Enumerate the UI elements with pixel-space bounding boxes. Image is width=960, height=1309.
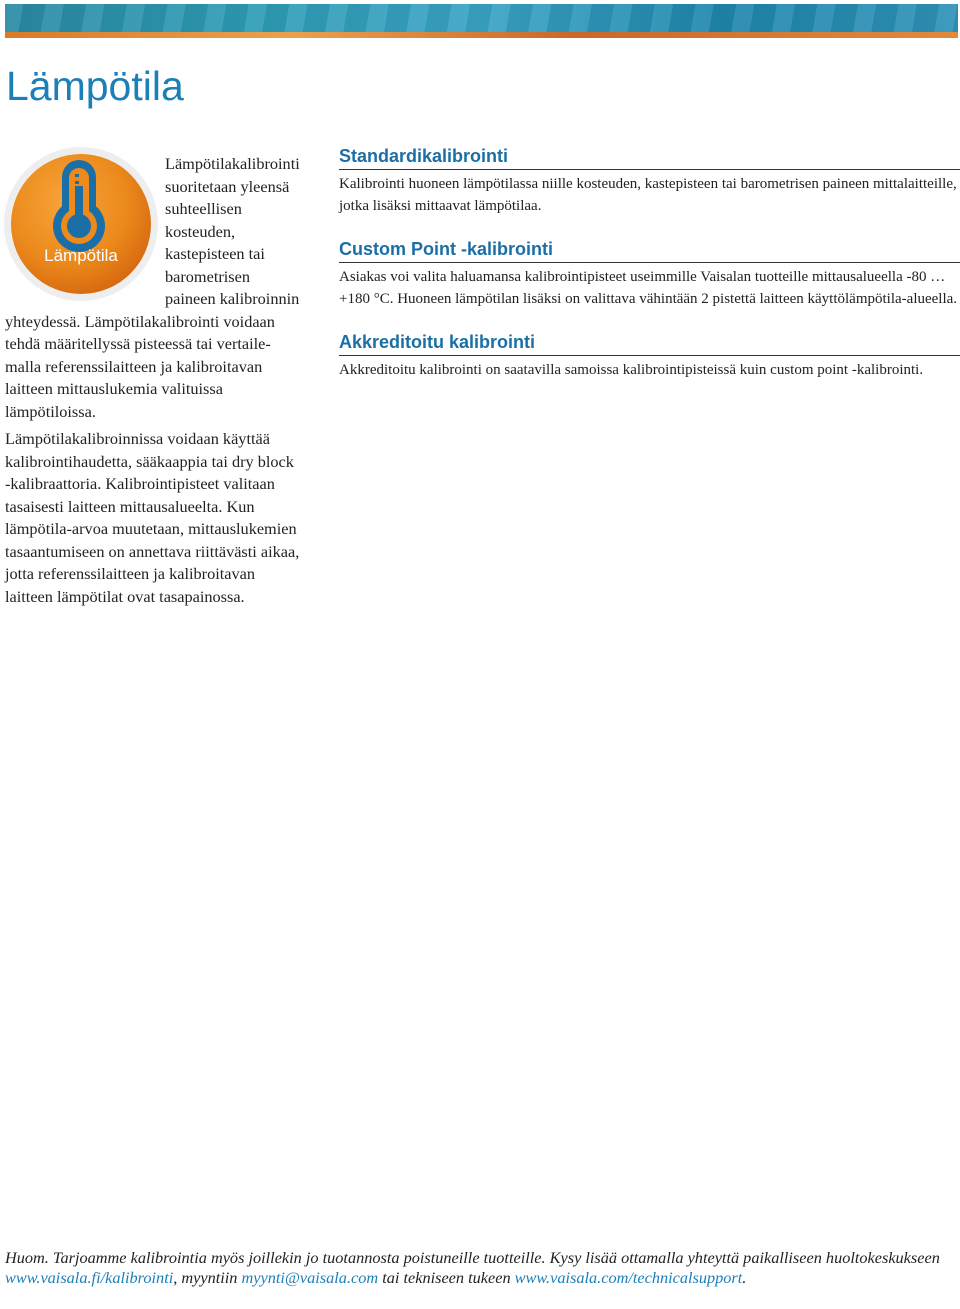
- footnote-text: .: [742, 1268, 747, 1287]
- section-title: Akkreditoitu kalibrointi: [339, 332, 960, 356]
- header-banner: [5, 4, 958, 32]
- calibration-link[interactable]: www.vaisala.fi/kalibrointi: [5, 1268, 174, 1287]
- section-body: Asiakas voi valita haluamansa kalibrointipisteet useimmille Vaisalan tuotteille mittausalueella -80 … +180 °C. Huoneen lämpötilan lisäksi on valittava vähintään 2 pistettä laitteen käyttölämpötila-alueella.: [339, 269, 958, 307]
- page-title: Lämpötila: [6, 63, 184, 109]
- section-accredited: [339, 332, 960, 381]
- header-stripe: [5, 32, 958, 38]
- thermometer-icon: [3, 146, 159, 302]
- intro-paragraph: Lämpötilakalibrointi suoritetaan yleensä suhteellisen kosteuden, kastepisteen tai barometrisen paineen kalibroinnin yhteydessä. Lämpötilakalibrointi voidaan tehdä määritellyssä pisteessä tai vertailemalla referenssilaitteen ja kalibroitavan laitteen mittauslukemia valituissa lämpötiloissa.: [5, 154, 300, 421]
- section-title: Standardikalibrointi: [339, 146, 960, 170]
- badge-label: Lämpötila: [44, 246, 118, 265]
- section-standard: [339, 146, 960, 217]
- footnote-text: Huom. Tarjoamme kalibrointia myös joillekin jo tuotannosta poistuneille tuotteille. Kysy lisää ottamalla yhteyttä paikalliseen huoltokeskukseen: [5, 1248, 940, 1267]
- footnote: [5, 1248, 945, 1288]
- section-title: Custom Point -kalibrointi: [339, 239, 960, 263]
- section-body: Akkreditoitu kalibrointi on saatavilla samoissa kalibrointipisteissä kuin custom point ‑kalibrointi.: [339, 362, 924, 378]
- section-body: Kalibrointi huoneen lämpötilassa niille kosteuden, kastepisteen tai barometrisen paineen mittalaitteille, jotka lisäksi mittaavat lämpötilaa.: [339, 176, 957, 214]
- method-paragraph: Lämpötilakalibroinnissa voidaan käyttää kalibrointihaudetta, sääkaappia tai dry block ‑kalibraattoria. Kalibrointipisteet valitaan tasaisesti laitteen mittausalueelta. Kun lämpötila-arvoa muutetaan, mittauslukemien tasaantumiseen on annettava riittävästi aikaa, jotta referenssilaitteen ja kalibroitavan laitteen lämpötilat ovat tasapainossa.: [5, 429, 300, 606]
- banner-texture: [5, 4, 958, 32]
- calibration-types: [339, 146, 960, 403]
- footnote-text: , myyntiin: [173, 1268, 242, 1287]
- intro-column: [5, 153, 300, 613]
- sales-email-link[interactable]: myynti@vaisala.com: [241, 1268, 379, 1287]
- temperature-badge: [3, 146, 159, 302]
- support-link[interactable]: www.vaisala.com/technicalsupport: [514, 1268, 743, 1287]
- section-custom-point: [339, 239, 960, 310]
- footnote-text: tai tekniseen tukeen: [378, 1268, 515, 1287]
